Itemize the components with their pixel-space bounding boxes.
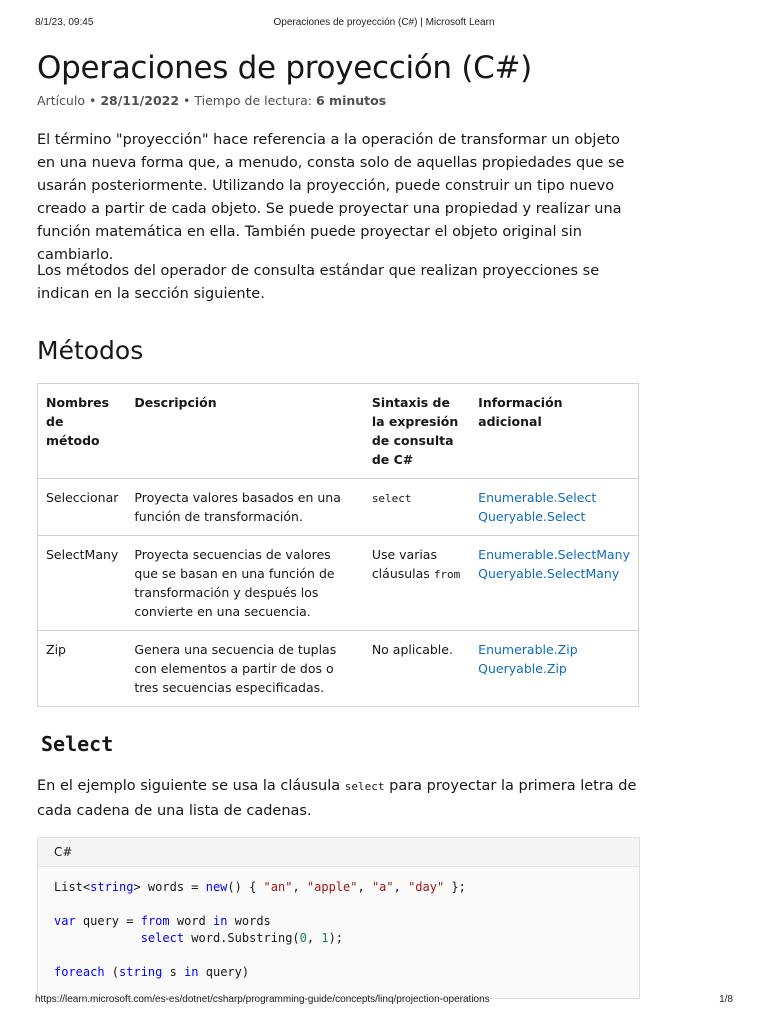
- method-name: Seleccionar: [38, 479, 127, 536]
- page-title: Operaciones de proyección (C#): [37, 50, 532, 86]
- methods-table: [37, 383, 639, 707]
- code-keyword: string: [90, 880, 134, 894]
- code-keyword: in: [212, 914, 228, 928]
- method-name: SelectMany: [38, 536, 127, 631]
- methods-intro-paragraph: Los métodos del operador de consulta estándar que realizan proyecciones se indican en la sección siguiente.: [37, 263, 600, 302]
- table-row: [38, 536, 639, 631]
- syntax-code: select: [371, 492, 412, 505]
- select-intro-before: En el ejemplo siguiente se usa la cláusula: [37, 778, 341, 794]
- code-keyword: in: [184, 965, 199, 979]
- method-description: Proyecta secuencias de valores que se basan en una función de transformación y después los convierte en una secuencia.: [126, 536, 363, 631]
- method-description: Proyecta valores basados en una función de transformación.: [126, 479, 363, 536]
- syntax-text: Use varias cláusulas: [371, 547, 437, 581]
- code-token: query =: [75, 914, 141, 928]
- method-syntax: [364, 536, 470, 631]
- code-token: word: [169, 914, 213, 928]
- syntax-code: from: [433, 568, 461, 581]
- code-token: };: [444, 880, 466, 894]
- code-language-label: C#: [38, 838, 639, 867]
- select-intro-after: para proyectar la primera letra de cada cadena de una lista de cadenas.: [37, 778, 637, 819]
- method-name: Zip: [38, 631, 127, 707]
- method-links: [470, 479, 638, 536]
- code-keyword: select: [140, 931, 185, 945]
- code-string: "a": [371, 880, 394, 894]
- code-token: s: [162, 965, 185, 979]
- link-enumerable-select[interactable]: Enumerable.Select: [478, 490, 597, 505]
- code-token: () {: [227, 880, 264, 894]
- method-syntax: No aplicable.: [364, 631, 470, 707]
- code-token: (: [104, 965, 120, 979]
- select-intro-paragraph: [37, 774, 639, 824]
- method-links: [470, 631, 638, 707]
- code-string: "apple": [306, 880, 358, 894]
- select-intro-code: select: [344, 780, 385, 793]
- link-queryable-selectmany[interactable]: Queryable.SelectMany: [478, 566, 620, 581]
- print-date: 8/1/23, 09:45: [35, 17, 94, 28]
- table-header-row: [38, 384, 639, 479]
- article-meta: Artículo • 28/11/2022 • Tiempo de lectura: 6 minutos: [37, 93, 387, 108]
- code-token: List<: [54, 880, 91, 894]
- reading-time: 6 minutos: [316, 93, 387, 108]
- code-token: ,: [306, 931, 322, 945]
- method-links: [470, 536, 638, 631]
- code-keyword: new: [205, 880, 228, 894]
- code-number: 0: [299, 931, 307, 945]
- article-type: Artículo: [37, 93, 85, 108]
- code-block: [37, 837, 640, 999]
- print-title: Operaciones de proyección (C#) | Microsoft Learn: [273, 17, 495, 28]
- code-content: List<string> words = new() { "an", "apple", "a", "day" }; var query = from word in words select word.Substring(0, 1); foreach (string s in query): [54, 880, 466, 979]
- code-keyword: from: [140, 914, 170, 928]
- code-keyword: var: [54, 914, 76, 928]
- col-header-syntax: Sintaxis de la expresión de consulta de C#: [364, 384, 470, 479]
- link-enumerable-selectmany[interactable]: Enumerable.SelectMany: [478, 547, 630, 562]
- intro-paragraph: El término "proyección" hace referencia a la operación de transformar un objeto en una nueva forma que, a menudo, consta solo de aquellas propiedades que se usarán posteriormente. Utilizando la proyección, puede construir un tipo nuevo creado a partir de cada objeto. Se puede proyectar una propiedad y realizar una función matemática en ella. También puede proyectar el objeto original sin cambiarlo.: [37, 132, 625, 263]
- select-heading: Select: [41, 732, 114, 756]
- col-header-name: Nombres de método: [38, 384, 127, 479]
- code-token: > words =: [133, 880, 206, 894]
- article-date: 28/11/2022: [100, 93, 180, 108]
- col-header-description: Descripción: [126, 384, 363, 479]
- reading-label: Tiempo de lectura:: [194, 93, 313, 108]
- link-enumerable-zip[interactable]: Enumerable.Zip: [478, 642, 578, 657]
- table-row: [38, 631, 639, 707]
- method-description: Genera una secuencia de tuplas con elementos a partir de dos o tres secuencias especificadas.: [126, 631, 363, 707]
- code-keyword: string: [119, 965, 163, 979]
- table-row: [38, 479, 639, 536]
- link-queryable-select[interactable]: Queryable.Select: [478, 509, 586, 524]
- method-syntax: [364, 479, 470, 536]
- code-token: query): [198, 965, 250, 979]
- code-token: word.Substring(: [184, 931, 300, 945]
- code-keyword: foreach: [54, 965, 105, 979]
- code-token: );: [328, 931, 344, 945]
- print-page-number: 1/8: [719, 994, 733, 1005]
- code-string: "an": [263, 880, 293, 894]
- print-url: https://learn.microsoft.com/es-es/dotnet/csharp/programming-guide/concepts/linq/projection-operations: [35, 994, 490, 1005]
- code-token: words: [227, 914, 271, 928]
- code-string: "day": [408, 880, 445, 894]
- col-header-info: Información adicional: [470, 384, 638, 479]
- methods-heading: Métodos: [37, 336, 144, 365]
- code-number: 1: [321, 931, 329, 945]
- link-queryable-zip[interactable]: Queryable.Zip: [478, 661, 567, 676]
